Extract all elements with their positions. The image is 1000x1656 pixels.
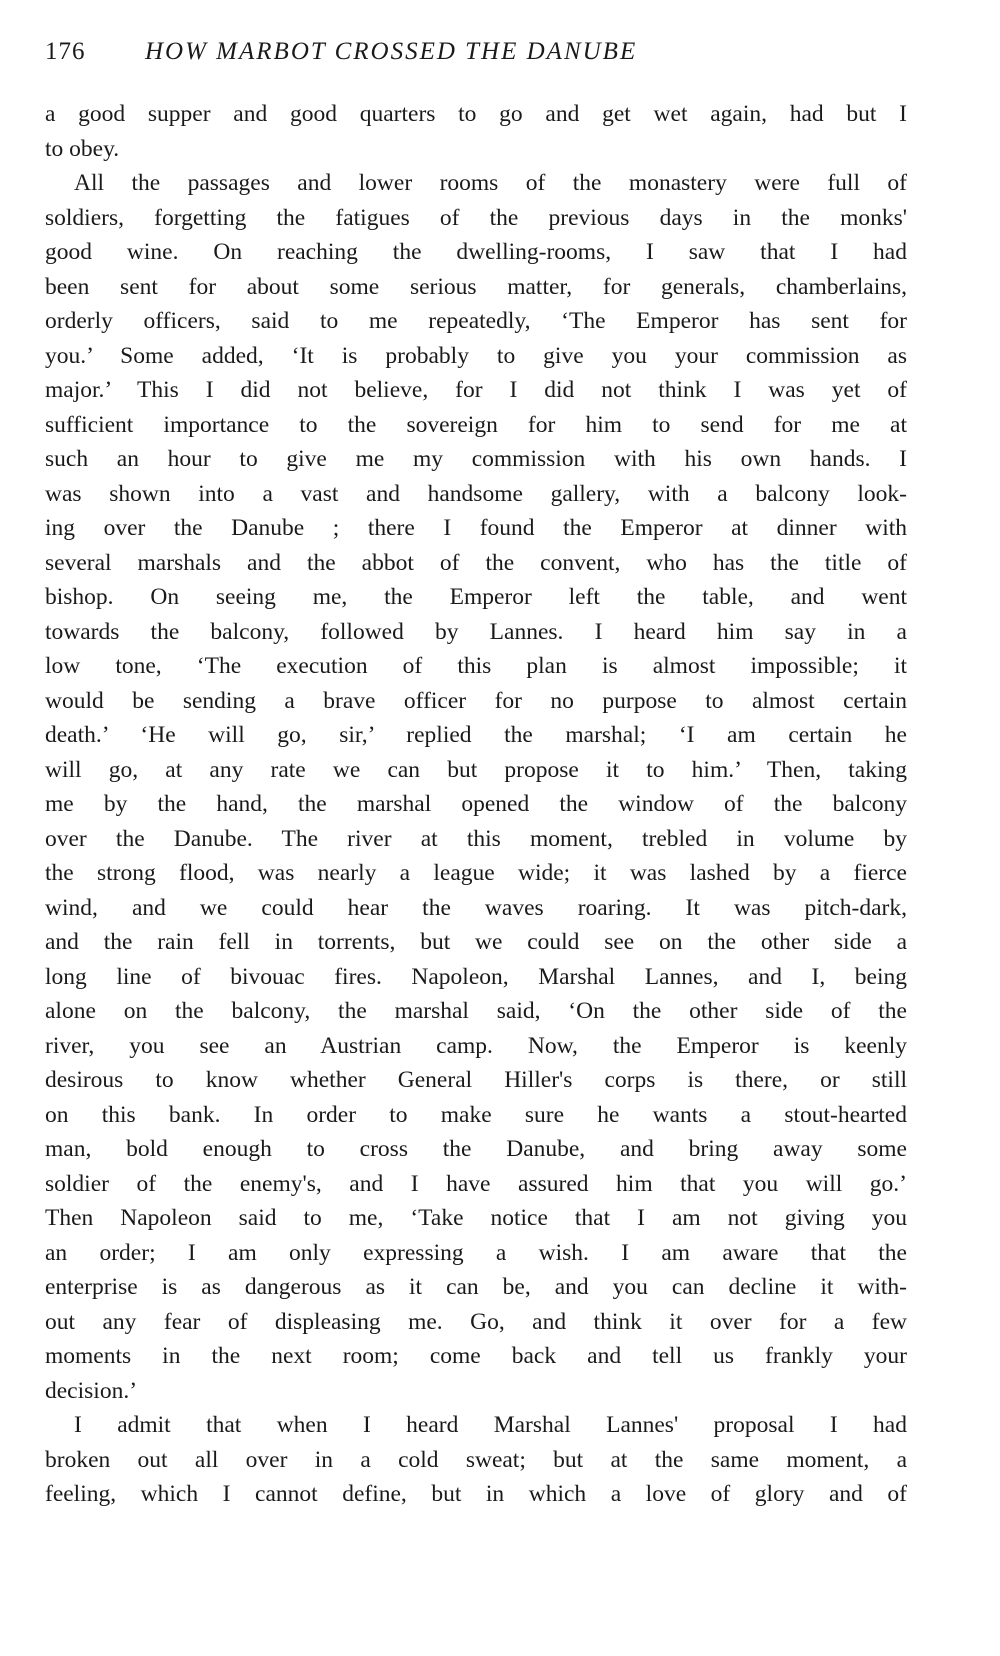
text-line: you.’ Some added, ‘It is probably to give you your commission as: [45, 342, 907, 369]
text-line: will go, at any rate we can but propose it to him.’ Then, taking: [45, 756, 907, 783]
text-line: I admit that when I heard Marshal Lannes' proposal I had: [74, 1412, 907, 1438]
text-line: soldier of the enemy's, and I have assured him that you will go.’: [45, 1170, 907, 1197]
text-line: enterprise is as dangerous as it can be, and you can decline it with-: [45, 1274, 907, 1300]
text-line: river, you see an Austrian camp. Now, the Emperor is keenly: [45, 1032, 907, 1059]
text-line: soldiers, forgetting the fatigues of the previous days in the monks': [45, 204, 907, 231]
page-number: 176: [45, 38, 86, 65]
text-line: on this bank. In order to make sure he wants a stout-hearted: [45, 1101, 907, 1128]
text-line: would be sending a brave officer for no purpose to almost certain: [45, 687, 907, 714]
text-line: bishop. On seeing me, the Emperor left the table, and went: [45, 584, 907, 610]
text-line: was shown into a vast and handsome gallery, with a balcony look-: [45, 480, 907, 507]
text-line: an order; I am only expressing a wish. I am aware that the: [45, 1239, 907, 1266]
text-line: broken out all over in a cold sweat; but at the same moment, a: [45, 1446, 907, 1473]
text-line: out any fear of displeasing me. Go, and think it over for a few: [45, 1308, 907, 1335]
text-line: Then Napoleon said to me, ‘Take notice that I am not giving you: [45, 1205, 907, 1231]
text-line: a good supper and good quarters to go and get wet again, had but I: [45, 101, 907, 127]
text-line: orderly officers, said to me repeatedly, ‘The Emperor has sent for: [45, 308, 907, 334]
text-line: such an hour to give me my commission with his own hands. I: [45, 446, 907, 472]
text-line: major.’ This I did not believe, for I did not think I was yet of: [45, 377, 907, 403]
running-header: [45, 38, 905, 74]
text-line: sufficient importance to the sovereign for him to send for me at: [45, 411, 907, 438]
text-line: feeling, which I cannot define, but in which a love of glory and of: [45, 1481, 907, 1507]
text-line: and the rain fell in torrents, but we could see on the other side a: [45, 929, 907, 955]
text-line: death.’ ‘He will go, sir,’ replied the marshal; ‘I am certain he: [45, 722, 907, 748]
text-line: good wine. On reaching the dwelling-rooms, I saw that I had: [45, 239, 907, 265]
text-line: towards the balcony, followed by Lannes. I heard him say in a: [45, 618, 907, 645]
text-line: decision.’: [45, 1377, 138, 1404]
text-line: long line of bivouac fires. Napoleon, Marshal Lannes, and I, being: [45, 963, 907, 990]
text-line: low tone, ‘The execution of this plan is almost impossible; it: [45, 653, 907, 679]
text-line: to obey.: [45, 135, 120, 162]
text-line: man, bold enough to cross the Danube, and bring away some: [45, 1136, 907, 1162]
text-line: over the Danube. The river at this moment, trebled in volume by: [45, 825, 907, 852]
text-line: me by the hand, the marshal opened the window of the balcony: [45, 791, 907, 817]
text-line: ing over the Danube ; there I found the Emperor at dinner with: [45, 515, 907, 541]
text-line: All the passages and lower rooms of the monastery were full of: [74, 170, 907, 196]
text-line: the strong flood, was nearly a league wide; it was lashed by a fierce: [45, 860, 907, 886]
body-text: [45, 97, 907, 1512]
text-line: desirous to know whether General Hiller's corps is there, or still: [45, 1067, 907, 1093]
text-line: several marshals and the abbot of the convent, who has the title of: [45, 549, 907, 576]
running-title: HOW MARBOT CROSSED THE DANUBE: [145, 38, 638, 65]
text-line: wind, and we could hear the waves roaring. It was pitch-dark,: [45, 894, 907, 921]
text-line: alone on the balcony, the marshal said, ‘On the other side of the: [45, 998, 907, 1024]
text-line: been sent for about some serious matter, for generals, chamberlains,: [45, 273, 907, 300]
text-line: moments in the next room; come back and tell us frankly your: [45, 1343, 907, 1369]
